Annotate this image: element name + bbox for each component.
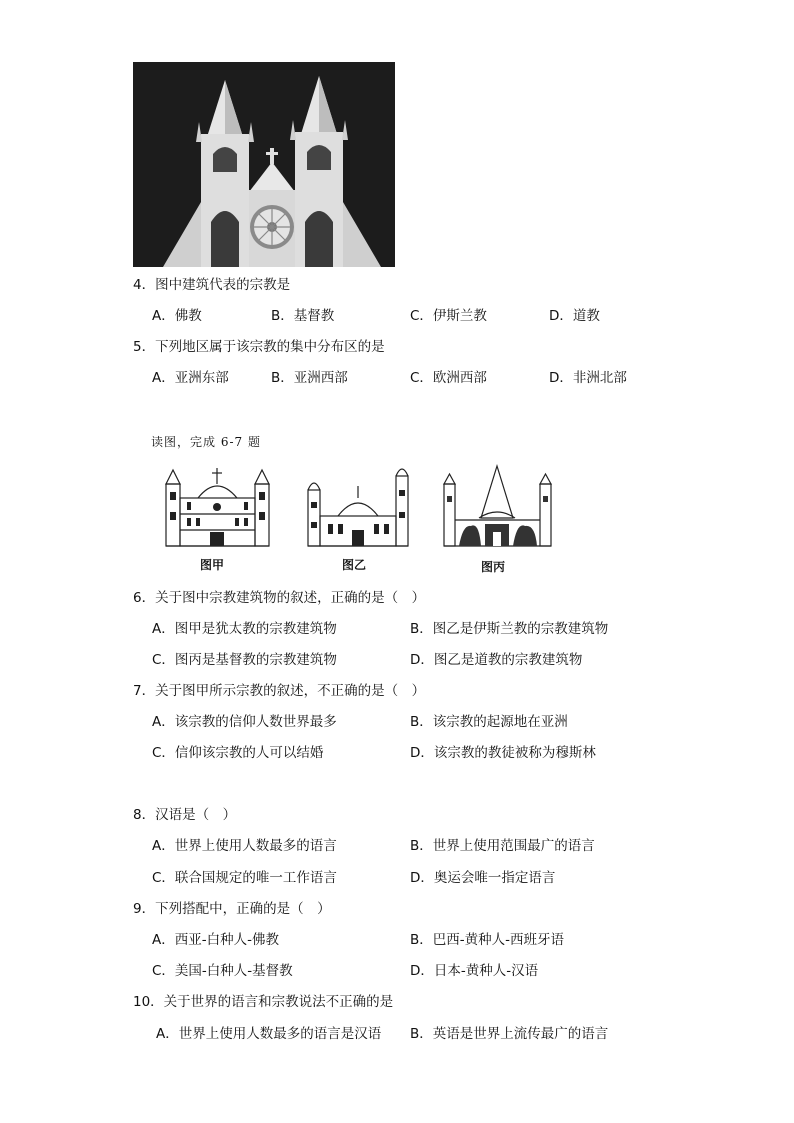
figure-b-mosque — [304, 462, 414, 550]
cathedral-photo — [133, 62, 395, 267]
figure-a-caption: 图甲 — [200, 558, 225, 572]
q9-option-b[interactable]: B．巴西-黄种人-西班牙语 — [410, 932, 565, 948]
question-5-stem: 5．下列地区属于该宗教的集中分布区的是 — [133, 339, 385, 355]
q8-option-a[interactable]: A．世界上使用人数最多的语言 — [152, 838, 337, 854]
q6-option-c[interactable]: C．图丙是基督教的宗教建筑物 — [152, 652, 337, 668]
q7-option-d[interactable]: D．该宗教的教徒被称为穆斯林 — [410, 745, 596, 761]
q9-option-c[interactable]: C．美国-白种人-基督教 — [152, 963, 293, 979]
q4-option-c[interactable]: C．伊斯兰教 — [410, 308, 487, 324]
q8-option-c[interactable]: C．联合国规定的唯一工作语言 — [152, 870, 337, 886]
q5-option-c[interactable]: C．欧洲西部 — [410, 370, 487, 386]
q5-option-b[interactable]: B．亚洲西部 — [271, 370, 348, 386]
q5-option-d[interactable]: D．非洲北部 — [549, 370, 627, 386]
question-9-stem: 9．下列搭配中，正确的是（ ） — [133, 901, 331, 917]
question-10-stem: 10．关于世界的语言和宗教说法不正确的是 — [133, 994, 394, 1010]
q6-option-d[interactable]: D．图乙是道教的宗教建筑物 — [410, 652, 583, 668]
q9-option-d[interactable]: D．日本-黄种人-汉语 — [410, 963, 539, 979]
q6-option-a[interactable]: A．图甲是犹太教的宗教建筑物 — [152, 621, 337, 637]
q6-option-b[interactable]: B．图乙是伊斯兰教的宗教建筑物 — [410, 621, 609, 637]
figure-c-caption: 图丙 — [481, 560, 506, 574]
q4-option-a[interactable]: A．佛教 — [152, 308, 202, 324]
q4-option-d[interactable]: D．道教 — [549, 308, 600, 324]
q10-option-b[interactable]: B．英语是世界上流传最广的语言 — [410, 1026, 609, 1042]
q5-option-a[interactable]: A．亚洲东部 — [152, 370, 229, 386]
section-instruction: 读图，完成 6-7 题 — [151, 435, 261, 449]
q10-option-a[interactable]: A．世界上使用人数最多的语言是汉语 — [156, 1026, 382, 1042]
question-7-stem: 7．关于图甲所示宗教的叙述，不正确的是（ ） — [133, 683, 426, 699]
q8-option-d[interactable]: D．奥运会唯一指定语言 — [410, 870, 556, 886]
figure-a-church — [160, 462, 275, 550]
q8-option-b[interactable]: B．世界上使用范围最广的语言 — [410, 838, 595, 854]
question-8-stem: 8．汉语是（ ） — [133, 807, 237, 823]
q7-option-a[interactable]: A．该宗教的信仰人数世界最多 — [152, 714, 337, 730]
question-4-stem: 4．图中建筑代表的宗教是 — [133, 277, 291, 293]
q4-option-b[interactable]: B．基督教 — [271, 308, 335, 324]
q7-option-c[interactable]: C．信仰该宗教的人可以结婚 — [152, 745, 324, 761]
q9-option-a[interactable]: A．西亚-白种人-佛教 — [152, 932, 279, 948]
figure-b-caption: 图乙 — [342, 558, 367, 572]
figure-c-temple — [441, 462, 554, 550]
q7-option-b[interactable]: B．该宗教的起源地在亚洲 — [410, 714, 568, 730]
question-6-stem: 6．关于图中宗教建筑物的叙述，正确的是（ ） — [133, 590, 426, 606]
